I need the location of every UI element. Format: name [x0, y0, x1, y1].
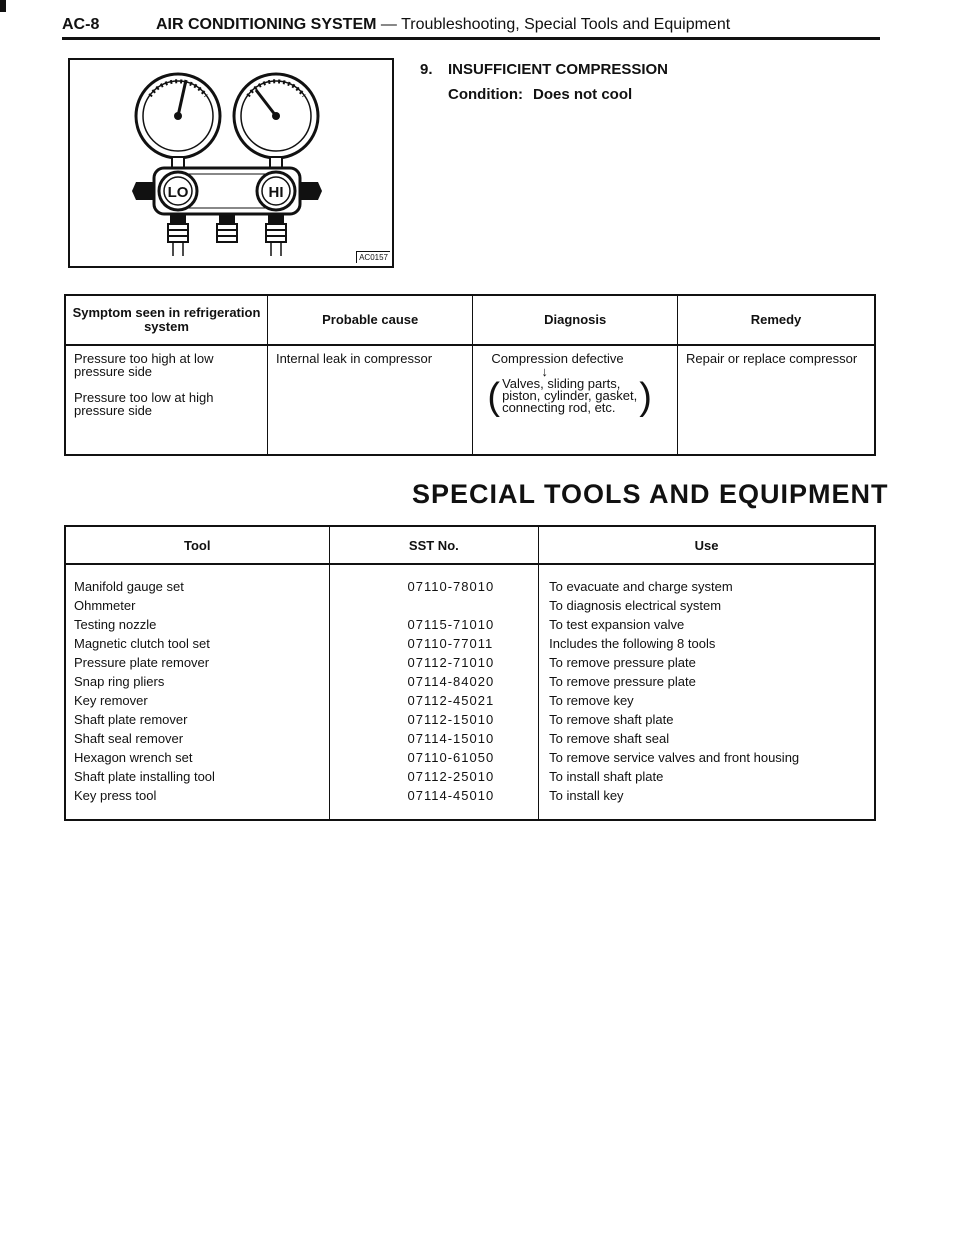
tool-use: Includes the following 8 tools — [549, 636, 716, 651]
figure-code: AC0157 — [356, 251, 390, 263]
tool-column — [65, 564, 329, 820]
tool-use: To install shaft plate — [549, 769, 664, 784]
tool-use: To diagnosis electrical system — [549, 598, 722, 613]
tool-name: Shaft plate remover — [74, 712, 188, 727]
header-use: Use — [539, 526, 875, 564]
diagnosis-detail: ( Valves, sliding parts, piston, cylinder, gasket, connecting rod, etc. ) — [487, 376, 652, 418]
arrow-down-icon: ↓ — [541, 364, 548, 379]
sst-number: 07112-45021 — [407, 693, 495, 708]
diagnosis-table — [64, 294, 876, 456]
cause-cell — [267, 345, 472, 455]
use-column — [539, 564, 875, 820]
sst-number: 07110-61050 — [407, 750, 495, 765]
symptom-cell — [65, 345, 267, 455]
tool-use: To remove pressure plate — [549, 655, 696, 670]
page-title-sub: — Troubleshooting, Special Tools and Equipment — [380, 16, 731, 33]
section-title: INSUFFICIENT COMPRESSION — [448, 61, 669, 78]
tool-name: Snap ring pliers — [74, 674, 165, 689]
tools-table-header — [65, 526, 875, 564]
header-rule — [62, 37, 880, 40]
condition-label: Condition: — [448, 86, 523, 103]
sst-number: 07115-71010 — [407, 617, 495, 632]
sst-number: 07112-71010 — [407, 655, 495, 670]
page-corner-mark — [0, 0, 6, 12]
sst-number: 07110-78010 — [407, 579, 495, 594]
sst-column — [329, 564, 539, 820]
tool-use: To remove shaft plate — [549, 712, 674, 727]
tool-name: Manifold gauge set — [74, 579, 184, 594]
page-id: AC-8 — [62, 16, 100, 33]
hi-knob-label: HI — [268, 184, 284, 201]
diagnosis-detail-2: piston, cylinder, gasket, — [502, 388, 638, 403]
tool-name: Key press tool — [74, 788, 157, 803]
tool-name: Shaft plate installing tool — [74, 769, 215, 784]
symptom-1: Pressure too high at low pressure side — [74, 351, 214, 379]
condition-value: Does not cool — [532, 86, 633, 103]
header-probable-cause: Probable cause — [267, 295, 472, 345]
tool-use: To remove key — [549, 693, 634, 708]
tool-name: Ohmmeter — [74, 598, 136, 613]
sst-number — [408, 596, 538, 615]
manifold-gauge-figure — [68, 58, 394, 268]
tools-table-body-row — [65, 564, 875, 820]
section-heading — [420, 61, 668, 78]
sst-number: 07114-15010 — [407, 731, 495, 746]
header-diagnosis: Diagnosis — [473, 295, 678, 345]
page-title-main: AIR CONDITIONING SYSTEM — [156, 16, 377, 33]
tool-name: Testing nozzle — [74, 617, 157, 632]
special-tools-title: SPECIAL TOOLS AND EQUIPMENT — [412, 479, 889, 509]
diagnosis-detail-1: Valves, sliding parts, — [502, 376, 621, 391]
tool-name: Shaft seal remover — [74, 731, 184, 746]
sst-number: 07114-45010 — [407, 788, 495, 803]
tool-name: Key remover — [74, 693, 148, 708]
sst-number: 07114-84020 — [407, 674, 495, 689]
tool-use: To remove shaft seal — [549, 731, 670, 746]
tool-use: To test expansion valve — [549, 617, 685, 632]
diagnosis-table-header — [65, 295, 875, 345]
symptom-2: Pressure too low at high pressure side — [74, 390, 214, 418]
diagnosis-cell — [473, 345, 678, 455]
condition-line — [448, 86, 632, 103]
tool-use: To install key — [549, 788, 624, 803]
sst-number: 07112-25010 — [407, 769, 495, 784]
lo-knob-label: LO — [167, 184, 189, 201]
diagnosis-detail-3: connecting rod, etc. — [502, 400, 616, 415]
table-row — [65, 345, 875, 455]
remedy-cell — [677, 345, 875, 455]
header-sst-no: SST No. — [329, 526, 539, 564]
sst-number: 07110-77011 — [407, 636, 494, 651]
header-symptom: Symptom seen in refrigeration system — [65, 295, 267, 345]
diagnosis-text: Compression defective — [491, 351, 624, 366]
probable-cause: Internal leak in compressor — [275, 351, 433, 366]
section-number: 9. — [420, 61, 433, 78]
tool-name: Pressure plate remover — [74, 655, 210, 670]
special-tools-table — [64, 525, 876, 821]
tool-name: Magnetic clutch tool set — [74, 636, 210, 651]
header-remedy: Remedy — [677, 295, 875, 345]
tool-use: To evacuate and charge system — [549, 579, 733, 594]
remedy-text: Repair or replace compressor — [685, 351, 858, 366]
page-header — [62, 14, 880, 36]
tool-use: To remove service valves and front housing — [549, 750, 800, 765]
page-title — [156, 16, 730, 34]
sst-number: 07112-15010 — [407, 712, 495, 727]
header-tool: Tool — [65, 526, 329, 564]
tool-name: Hexagon wrench set — [74, 750, 193, 765]
manifold-gauge-illustration — [70, 60, 392, 266]
tool-use: To remove pressure plate — [549, 674, 696, 689]
